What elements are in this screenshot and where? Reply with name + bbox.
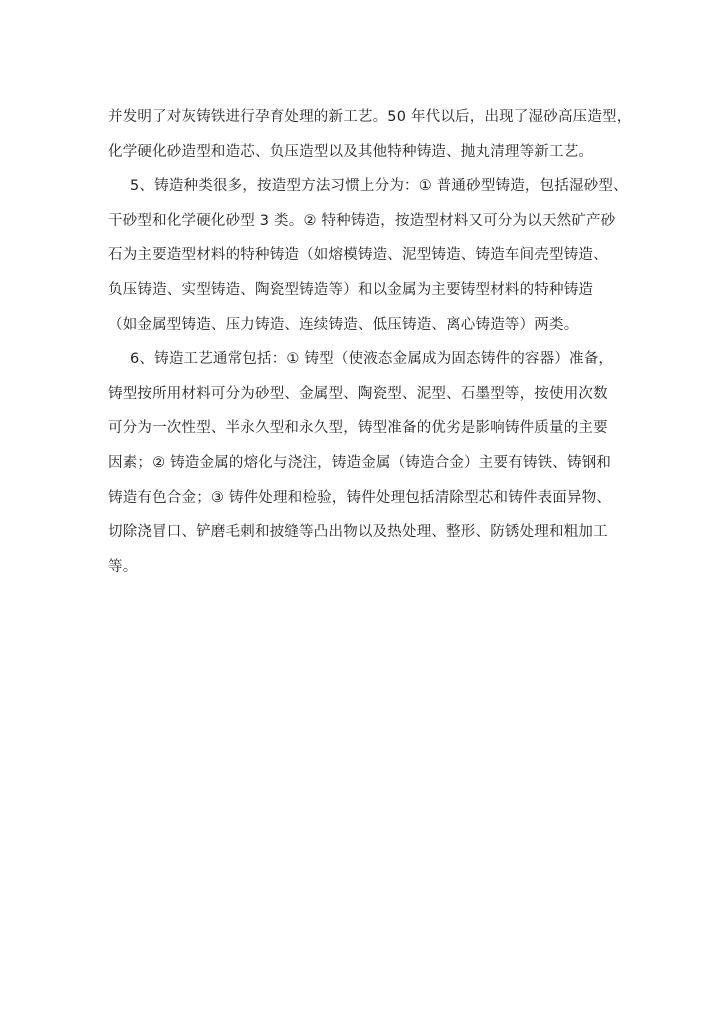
text-line: 可分为一次性型、半永久型和永久型，铸型准备的优劣是影响铸件质量的主要 [108, 420, 608, 437]
text-line: 负压铸造、实型铸造、陶瓷型铸造等）和以金属为主要铸型材料的特种铸造 [108, 281, 594, 298]
text-line: 干砂型和化学硬化砂型 3 类。② 特种铸造，按造型材料又可分为以天然矿产砂 [108, 212, 616, 229]
text-line: 切除浇冒口、铲磨毛刺和披缝等凸出物以及热处理、整形、防锈处理和粗加工 [108, 524, 608, 541]
text-line: 等。 [108, 558, 138, 575]
text-line: 因素；② 铸造金属的熔化与浇注，铸造金属（铸造合金）主要有铸铁、铸钢和 [108, 454, 612, 471]
text-line: 铸造有色合金；③ 铸件处理和检验，铸件处理包括清除型芯和铸件表面异物、 [108, 489, 612, 506]
text-line: 铸型按所用材料可分为砂型、金属型、陶瓷型、泥型、石墨型等，按使用次数 [108, 385, 608, 402]
paragraph-5-start: 5、铸造种类很多，按造型方法习惯上分为：① 普通砂型铸造，包括湿砂型、 [130, 178, 628, 195]
text-line: 石为主要造型材料的特种铸造（如熔模铸造、泥型铸造、铸造车间壳型铸造、 [108, 247, 608, 264]
text-line: 并发明了对灰铸铁进行孕育处理的新工艺。50 年代以后，出现了湿砂高压造型， [108, 109, 632, 125]
text-line: （如金属型铸造、压力铸造、连续铸造、低压铸造、离心铸造等）两类。 [108, 316, 579, 333]
paragraph-6-start: 6、铸造工艺通常包括：① 铸型（使液态金属成为固态铸件的容器）准备， [130, 351, 614, 368]
text-line: 化学硬化砂造型和造芯、负压造型以及其他特种铸造、抛丸清理等新工艺。 [108, 143, 594, 160]
body-text [108, 106, 632, 590]
